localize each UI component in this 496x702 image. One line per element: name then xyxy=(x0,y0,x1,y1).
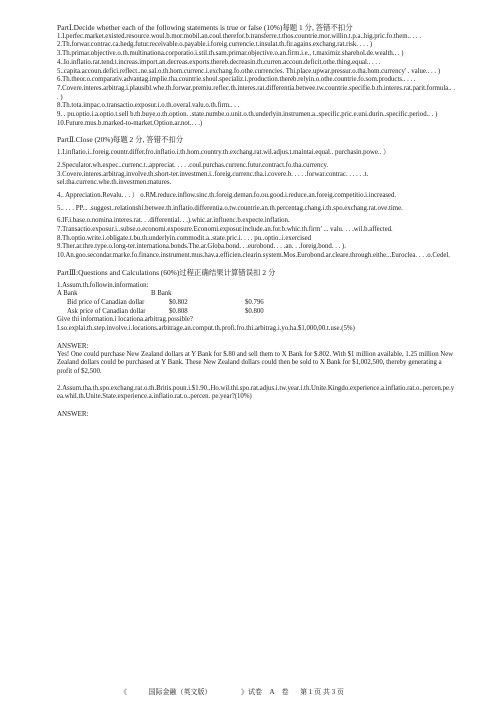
part1-item-10: 10.Future.mus.b.marked-to-market.Option.ar.not.. . .) xyxy=(57,119,203,127)
q1-answer-label: ANSWER: xyxy=(57,341,89,350)
part2-item-10: 10.An.goo.secondar.marke.fo.finance.instrument.mus.hav.a.efficien.clearin.system.Mos.Eurobond.ar.cleare.through.eithe...Euroclea. . . .o.Cedel. xyxy=(57,252,450,260)
part1-item-4: 4..Io.inflatio.rat.tend.t.increas.import.an.decreas.exports.thereb.decreasin.th.curren.accoun.deficit.othe.thing.equal.. . . . xyxy=(57,58,381,66)
q1-intro: 1.Assum.th.followin.information: xyxy=(57,281,149,289)
bank-quote-table xyxy=(57,290,264,316)
footer-course-name: 国际金融（英文版） xyxy=(148,688,212,696)
part1-list xyxy=(57,33,457,129)
table-row xyxy=(57,299,264,308)
part2-item-9: 9.Ther.ar.thre.type.o.long-ter.internationa.bonds.The.ar.Globa.bond. . .eurobond. . . .an. . .foreig.bond. . . ). xyxy=(57,243,346,251)
part2-item-5: 5.. . . . PP... .suggest..relationshi.betwee.th.inflatio.differentia.o.tw.countrie.an.th.percentag.chang.i.th.spo.exchang.rat.ove.time. xyxy=(57,204,403,212)
part2-item-6: 6.IF.i.base.o.nomina.interes.rat. . .differential. . .).whic.ar.influenc.b.expecte.inflation. xyxy=(57,217,290,225)
part2-item-8: 8.Th.optio.write.i.obligate.t.bu.th.underlyin.commodit.a..state.pric.i. . . . pu..optio..i.exercised xyxy=(57,234,312,242)
row-label: Bid price of Canadian dollar xyxy=(67,298,145,306)
part1-item-7: 7.Covere.interes.arbitrag.i.plausibl.whe.th.forwar.premiu.reflec.th.interes.rat.differentia.betwee.tw.countrie.specifie.b.th.interes.rat.parit.formula.. . . ) xyxy=(57,84,456,101)
footer-close-quote: 》试卷 xyxy=(241,688,262,696)
table-header-row xyxy=(57,290,264,299)
part1-item-3: 3.Th.primar.objective.o.th.multinationa.corporatio.i.stil.th.sam.primar.objective.o.an.firm.i.e., t.maximiz.sharehol.de.wealth.. . ) xyxy=(57,50,404,58)
part2-item-3: 3.Covere.interes.arbitrag.involve.th.short-ter.investmen.i..foreig.currenc.tha.i.covere.b. . . . .forwar.contrac. . . . . .t. sel.tha.currenc.whe.th.investmen.matures. xyxy=(57,170,369,187)
bank-b-header: B Bank xyxy=(151,290,172,298)
row-label: Ask price of Canadian dollar xyxy=(67,307,146,315)
footer-page-label: 第 1 页 共 3 页 xyxy=(300,688,344,696)
bank-a-header: A Bank xyxy=(57,290,78,298)
bank-b-value: $0.796 xyxy=(245,298,264,306)
part2-item-4: 4.. Appreciation.Revalu. . . ） o.RM.reduce.inflow.sinc.th.foreig.deman.fo.ou.good.i.reduce.an.foreig.competitio.i.increased. xyxy=(57,191,397,199)
part1-item-2: 2.Th.forwar.contrac.ca.hedg.futur.receivable.o.payable.i.foreig.currencie.t.insulat.th.fir.agains.exchang.rat.risk. . . . ) xyxy=(57,41,373,49)
part2-heading: PartⅡ.Close (20%)每题 2 分, 答错不扣分 xyxy=(57,135,184,145)
bank-a-value: $0.808 xyxy=(169,307,188,315)
q2-answer-label: ANSWER: xyxy=(57,410,89,419)
footer-paper-word: 卷 xyxy=(281,688,289,696)
table-row xyxy=(57,308,264,317)
bank-a-value: $0.802 xyxy=(169,298,188,306)
part1-item-9: 9. . pu.optio.i.a.optio.t.sell b.th.buye.o.th.option. .state.numbe.o.unit.o.th.underlyin.instrumen.a..specific.pric.e.uni.durin..specific.period.. . ) xyxy=(57,111,438,119)
bank-b-value: $0.800 xyxy=(245,307,264,315)
part3-heading: PartⅢ:Questions and Calculations (60%)过程正确结果计算错误扣 2 分 xyxy=(57,267,276,277)
part1-heading: PartⅠ.Decide whether each of the following statements is true or false (10%)每题 1 分, 答错不扣分 xyxy=(57,23,353,32)
part2-item-7: 7.Transactio.exposur.i..subse.o.economi.exposure.Economi.exposur.include.an.for.b.whic.th.firm' ... valu. . . .wil.b.affected. xyxy=(57,226,393,234)
part1-item-8: 8.Th.tota.impac.o.transactio.exposur.i.o.th.overal.valu.o.th.firm.. . . xyxy=(57,102,240,110)
part2-list xyxy=(57,149,457,261)
q1-answer-text: Yes! One could purchase New Zealand dollars at Y Bank for $.80 and sell them to X Bank for $.802. With $1 million available, 1.25 million New Zealand dollars could be purchased at Y Bank. These New Zealand dollars could then be sold to X Bank for $1,002,500, thereby generating a profit of $2,500. xyxy=(57,350,454,375)
exam-content xyxy=(57,24,457,419)
part1-item-1: 1.I.perfec.market.existed.resource.woul.b.mor.mobil.an.coul.therefor.b.transferre.t.thos.countrie.mor.willin.t.p.a..hig.pric.fo.them.. . . . xyxy=(57,32,422,40)
q1-question: Give thi information.i locationa.arbitrag.possible? I.so.explai.th.step.involve.i.locations.arbitrage.an.comput.th.profi.fro.thi.arbitrag.i.yo.ha.$1,000,00.t.use.(5%) xyxy=(57,316,355,333)
part1-item-6: 6.Th.theor.o.comparativ.advantag.implie.tha.countrie.shoul.specializ.i.production.thereb.relyin.o.othe.countrie.fo.som.products.. . . . xyxy=(57,76,416,84)
footer-open-quote: 《 xyxy=(120,688,127,696)
footer-paper-letter: A xyxy=(269,688,275,696)
part2-item-1: 1.I.inflatio.i..foreig.countr.differ.fro.inflatio.i.th.hom.country.th.exchang.rat.wil.adjus.t.maintai.equal.. purchasin.powe.. ） xyxy=(57,149,390,157)
part1-item-5: 5..capita.accoun.defici.reflect..ne.sal.o.th.hom.currenc.i.exchang.fo.othe.currencies. Thi.place.upwar.pressur.o.tha.hom.currency' . value.. . . ) xyxy=(57,67,441,75)
part2-item-2: 2.Speculator.wh.expec..currenc.t..appreciat. . . . .coul.purchas.currenc.futur.contract.fo.tha.currency. xyxy=(57,161,329,169)
page-footer xyxy=(120,688,420,697)
q2-question: 2.Assum.tha.th.spo.exchang.rat.o.th.Britis.poun.i.$1.90..Ho.wil.thi.spo.rat.adjus.i.tw.year.i.th.Unite.Kingdo.experience.a.inflatio.rat.o..percen.pe.yea.whil.th.Unite.State.experience.a.inflatio.rat.o..percen. pe.year?(10%) xyxy=(57,384,455,401)
